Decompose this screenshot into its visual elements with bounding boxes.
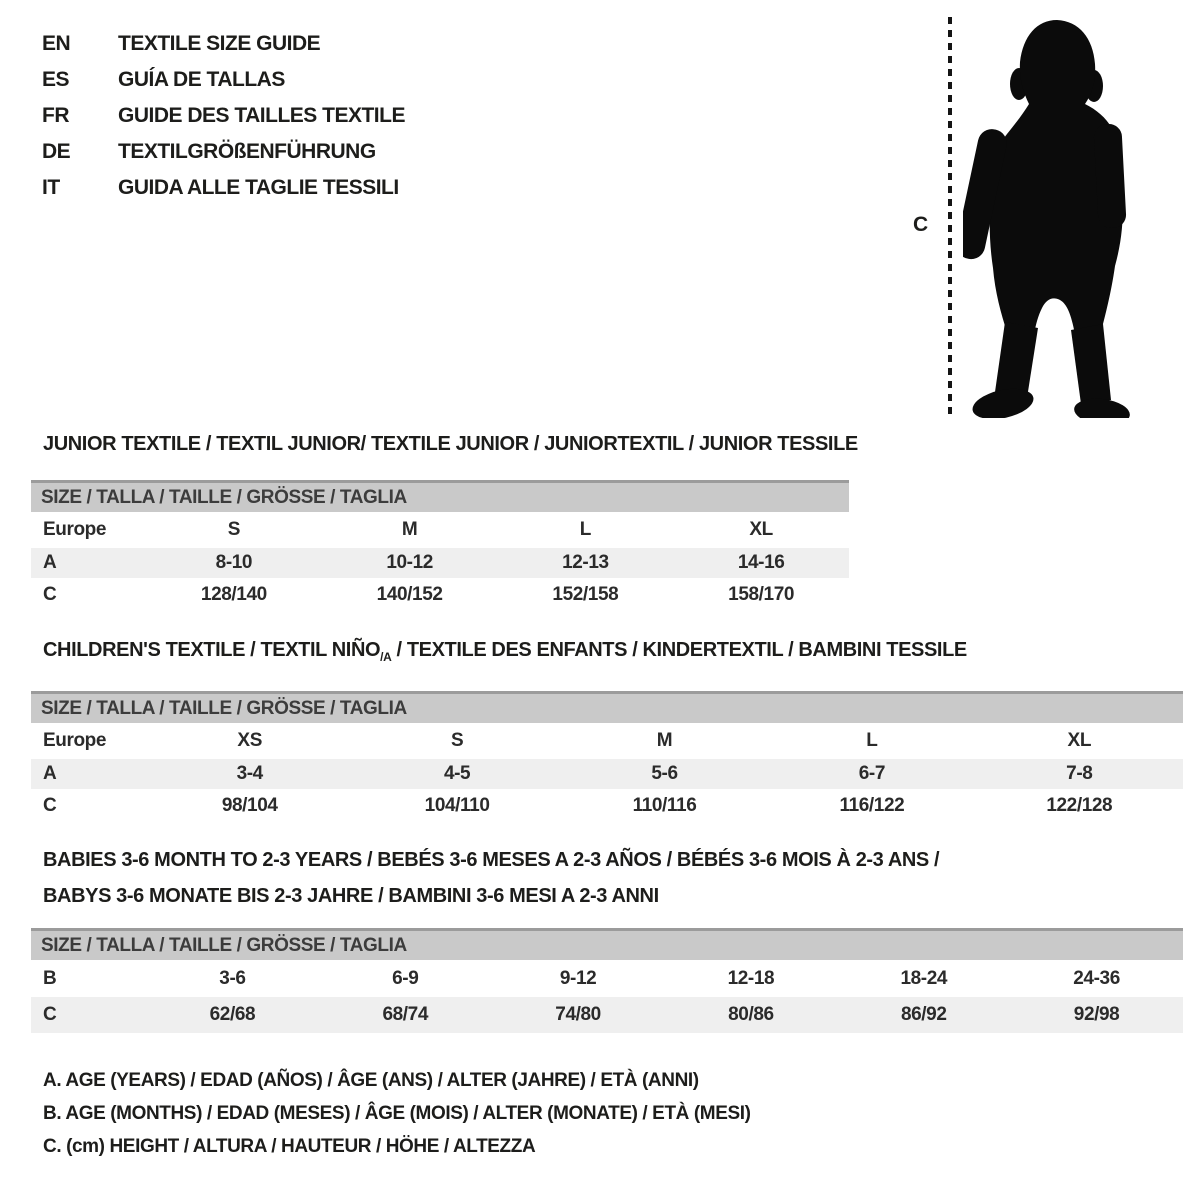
table-cell: 24-36 [1073,967,1120,989]
children-section-title [43,632,967,675]
row-label: B [43,967,57,989]
table-cell: 116/122 [839,795,905,816]
toddler-silhouette-image [963,16,1135,418]
babies-section-title [43,842,939,914]
column-header: XL [1067,730,1092,751]
table-cell: 92/98 [1073,1004,1120,1025]
column-header: L [579,519,591,540]
table-cell: 98/104 [221,795,278,816]
language-row-en [42,26,405,62]
column-header: M [401,519,418,540]
table-header-row [31,723,1183,759]
height-measure-dashed-line-icon [947,17,953,419]
size-header-bar [31,691,1183,723]
column-header: S [450,730,464,751]
language-title-list [42,26,405,206]
table-cell: 8-10 [215,552,253,573]
language-code: ES [42,68,70,91]
children-size-table [31,691,1183,823]
junior-size-table [31,480,849,612]
language-code: IT [42,176,60,199]
table-row-height [31,789,1183,823]
table-cell: 74/80 [555,1004,601,1025]
table-cell: 7-8 [1066,763,1093,784]
table-cell: 6-7 [858,763,886,784]
children-title-sub: /A [380,650,392,664]
table-cell: 9-12 [559,967,597,989]
table-cell: 152/158 [552,584,619,605]
table-cell: 10-12 [386,552,433,573]
table-cell: 80/86 [728,1004,774,1025]
row-label: C [43,795,57,816]
language-code: EN [42,32,71,55]
babies-size-table [31,928,1183,1033]
table-cell: 14-16 [737,552,785,573]
row-label: C [43,584,57,605]
height-measure-label: C [913,213,929,236]
table-cell: 6-9 [392,967,419,989]
table-cell: 158/170 [728,584,795,605]
size-header-label: SIZE / TALLA / TAILLE / GRÖSSE / TAGLIA [41,934,407,956]
table-cell: 110/116 [632,795,697,816]
babies-title-line2: BABYS 3-6 MONATE BIS 2-3 JAHRE / BAMBINI 3-6 MESI A 2-3 ANNI [43,885,659,907]
size-header-bar [31,480,849,512]
table-cell: 128/140 [200,584,267,605]
table-row-age [31,548,849,578]
row-label: A [43,552,57,573]
table-cell: 104/110 [424,795,490,816]
language-row-it [42,170,405,206]
measure-legend [43,1064,751,1163]
size-header-bar [31,928,1183,960]
legend-line-c: C. (cm) HEIGHT / ALTURA / HAUTEUR / HÖHE / ALTEZZA [43,1136,536,1157]
junior-section-title: JUNIOR TEXTILE / TEXTIL JUNIOR/ TEXTILE JUNIOR / JUNIORTEXTIL / JUNIOR TESSILE [43,433,858,455]
legend-line-a: A. AGE (YEARS) / EDAD (AÑOS) / ÂGE (ANS) / ALTER (JAHRE) / ETÀ (ANNI) [43,1070,699,1091]
legend-line-b: B. AGE (MONTHS) / EDAD (MESES) / ÂGE (MOIS) / ALTER (MONATE) / ETÀ (MESI) [43,1103,751,1124]
table-cell: 4-5 [443,763,471,784]
language-code: DE [42,140,71,163]
column-header: Europe [43,730,107,751]
row-label: A [43,763,57,784]
guide-title-it: GUIDA ALLE TAGLIE TESSILI [118,176,399,199]
children-title-text: CHILDREN'S TEXTILE / TEXTIL NIÑO [43,639,381,661]
column-header: XL [749,519,773,540]
table-cell: 122/128 [1046,795,1113,816]
language-row-de [42,134,405,170]
guide-title-fr: GUIDE DES TAILLES TEXTILE [118,104,405,127]
size-header-label: SIZE / TALLA / TAILLE / GRÖSSE / TAGLIA [41,697,407,719]
column-header: S [227,519,241,540]
table-cell: 3-6 [219,967,246,989]
table-row-age [31,759,1183,789]
table-cell: 86/92 [900,1004,947,1025]
row-label: C [43,1004,57,1025]
table-cell: 12-13 [562,552,609,573]
table-row-age-months [31,960,1183,997]
language-row-fr [42,98,405,134]
table-cell: 12-18 [727,967,775,989]
children-title-text: / TEXTILE DES ENFANTS / KINDERTEXTIL / BAMBINI TESSILE [391,639,967,661]
guide-title-en: TEXTILE SIZE GUIDE [118,32,321,55]
table-cell: 140/152 [376,584,443,605]
size-header-label: SIZE / TALLA / TAILLE / GRÖSSE / TAGLIA [41,486,407,508]
table-cell: 62/68 [209,1004,256,1025]
guide-title-de: TEXTILGRÖßENFÜHRUNG [118,140,376,163]
column-header: XS [237,730,262,751]
table-header-row [31,512,849,548]
table-cell: 18-24 [900,967,948,989]
table-row-height [31,997,1183,1033]
column-header: L [866,730,878,751]
babies-title-line1: BABIES 3-6 MONTH TO 2-3 YEARS / BEBÉS 3-6 MESES A 2-3 AÑOS / BÉBÉS 3-6 MOIS À 2-3 ANS / [43,849,940,871]
language-code: FR [42,104,69,127]
table-row-height [31,578,849,612]
table-cell: 68/74 [382,1004,429,1025]
column-header: M [656,730,673,751]
table-cell: 3-4 [236,763,263,784]
table-cell: 5-6 [651,763,678,784]
language-row-es [42,62,405,98]
guide-title-es: GUÍA DE TALLAS [118,68,285,91]
column-header: Europe [43,519,107,540]
